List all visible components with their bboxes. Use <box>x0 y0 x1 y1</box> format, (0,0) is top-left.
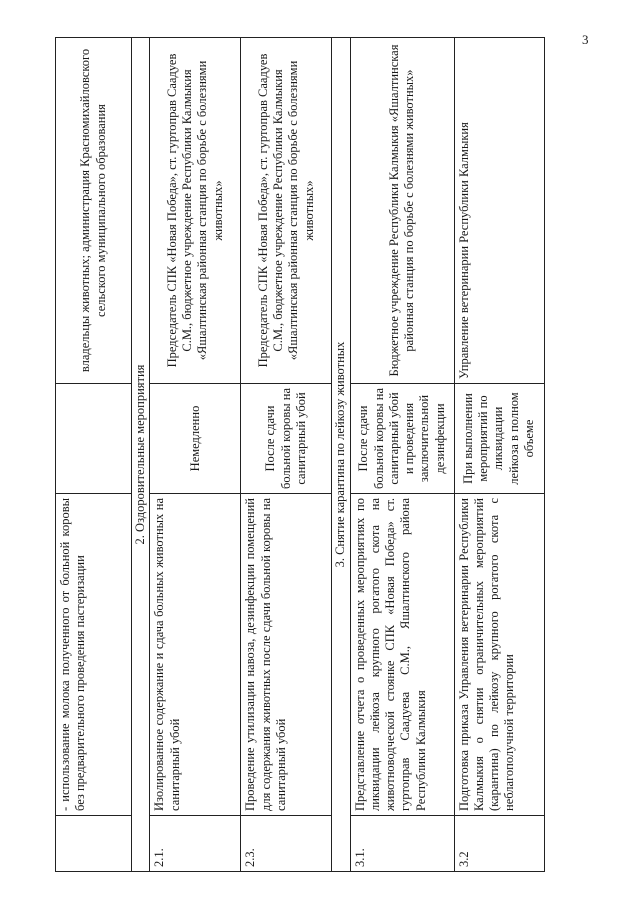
section-header-row <box>332 38 350 872</box>
activity-cell: - использование молока полученного от больной коровы без предварительного проведения пастеризации <box>56 494 132 816</box>
table-row <box>150 38 241 872</box>
activity-cell: Изолированное содержание и сдача больных животных на санитарный убой <box>150 494 241 816</box>
row-number: 3.2 <box>454 816 544 872</box>
row-number <box>56 816 132 872</box>
term-cell: При выполнении мероприятий по ликвидации лейкоза в полном объеме <box>454 384 544 494</box>
term-cell: После сдачи больной коровы на санитарный убой и проведения заключительной дезинфекции <box>350 384 454 494</box>
responsible-cell: Председатель СПК «Новая Победа», ст. гуртоправ Саадуев С.М., бюджетное учреждение Республики Калмыкия «Яшалтинская районная станция по борьбе с болезнями животных» <box>150 38 241 384</box>
section-title: 2. Оздоровительные мероприятия <box>132 38 150 872</box>
responsible-cell: Председатель СПК «Новая Победа», ст. гуртоправ Саадуев С.М., бюджетное учреждение Республики Калмыкия «Яшалтинская районная станция по борьбе с болезнями животных» <box>241 38 332 384</box>
table-row <box>454 38 544 872</box>
measures-table <box>55 37 545 872</box>
responsible-cell: Управление ветеринарии Республики Калмыкия <box>454 38 544 384</box>
table-row <box>350 38 454 872</box>
activity-cell: Проведение утилизации навоза, дезинфекции помещений для содержания животных после сдачи больной коровы на санитарный убой <box>241 494 332 816</box>
rotated-table-container <box>55 38 583 872</box>
term-cell: После сдачи больной коровы на санитарный убой <box>241 384 332 494</box>
section-title: 3. Снятие карантина по лейкозу животных <box>332 38 350 872</box>
responsible-cell: Бюджетное учреждение Республики Калмыкия «Яшалтинская районная станция по борьбе с болезнями животных» <box>350 38 454 384</box>
page-number: 3 <box>582 32 589 47</box>
activity-cell: Представление отчета о проведенных мероприятиях по ликвидации лейкоза крупного рогатого скота на животноводческой стоянке СПК «Новая Победа» ст. гуртоправ Саадуева С.М., Яшалтинского района Республики Калмыкия <box>350 494 454 816</box>
row-number: 2.3. <box>241 816 332 872</box>
section-header-row <box>132 38 150 872</box>
activity-cell: Подготовка приказа Управления ветеринарии Республики Калмыкия о снятии ограничительных мероприятий (карантина) по лейкозу крупного рогатого скота с неблагополучной территории <box>454 494 544 816</box>
term-cell: Немедленно <box>150 384 241 494</box>
row-number: 2.1. <box>150 816 241 872</box>
responsible-cell: владельцы животных; администрация Красномихайловского сельского муниципального образования <box>56 38 132 384</box>
term-cell <box>56 384 132 494</box>
table-row <box>56 38 132 872</box>
table-row <box>241 38 332 872</box>
row-number: 3.1. <box>350 816 454 872</box>
